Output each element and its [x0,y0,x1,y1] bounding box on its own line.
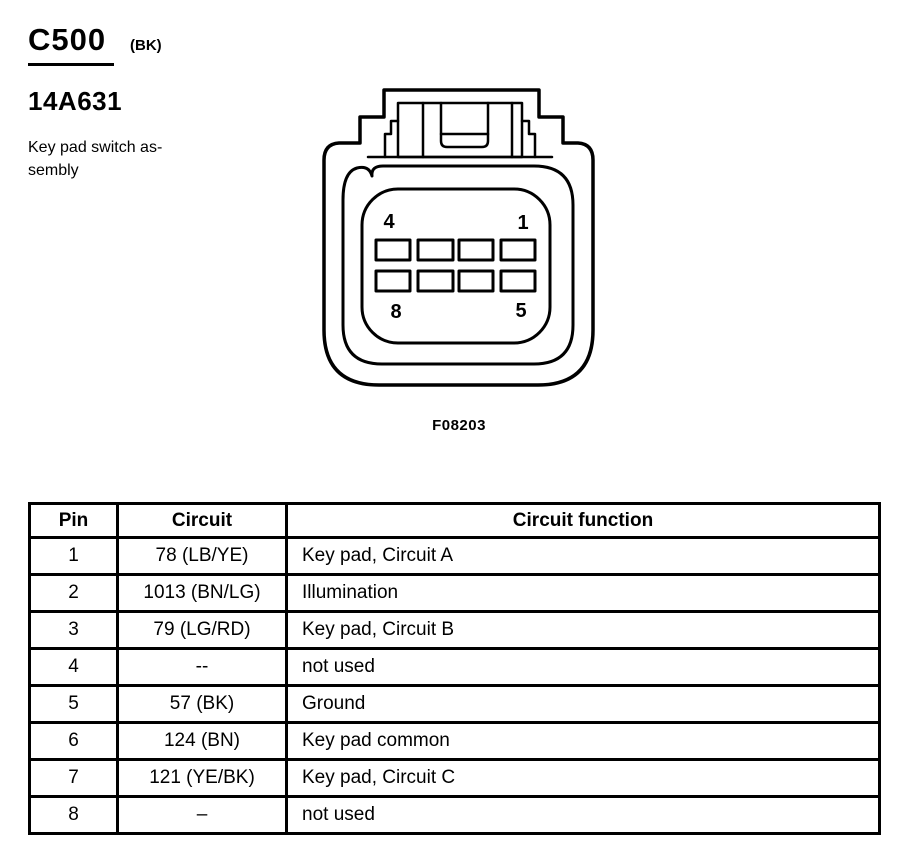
table-row [30,686,880,723]
table-row [30,575,880,612]
pin-number-label-top-right: 1 [517,212,529,234]
pin-number-label-bottom-right: 5 [515,300,527,322]
table-row [30,538,880,575]
pin-cell: 1 [30,538,118,575]
pinout-table [28,502,881,835]
latch-step-left [385,121,398,157]
connector-face-diagram [318,86,600,388]
table-header-row [30,504,880,538]
pin-cavity-6 [459,271,493,291]
pin-cell: 6 [30,723,118,760]
latch-step-right [522,121,535,157]
column-header-pin: Pin [30,504,118,538]
pin-cell: 5 [30,686,118,723]
function-cell: Ground [287,686,880,723]
figure-label: F08203 [432,417,486,434]
description-line-2: sembly [28,162,79,179]
circuit-cell: 79 (LG/RD) [118,612,287,649]
pin-cell: 4 [30,649,118,686]
function-cell: not used [287,649,880,686]
latch-center-slot [441,103,488,147]
connector-color-code: (BK) [130,37,162,54]
pin-cavity-2 [459,240,493,260]
pin-cell: 2 [30,575,118,612]
pin-number-label-bottom-left: 8 [390,301,402,323]
circuit-cell: 78 (LB/YE) [118,538,287,575]
pin-cavity-8 [376,271,410,291]
pin-cavity-5 [501,271,535,291]
function-cell: Illumination [287,575,880,612]
part-number: 14A631 [28,86,123,116]
pin-number-label-top-left: 4 [383,211,395,233]
function-cell: Key pad, Circuit A [287,538,880,575]
column-header-circuit: Circuit [118,504,287,538]
circuit-cell: 1013 (BN/LG) [118,575,287,612]
latch-detail [368,103,552,157]
pin-cavity-7 [418,271,453,291]
connector-description [28,136,162,182]
circuit-cell: 124 (BN) [118,723,287,760]
latch-body [398,103,522,157]
function-cell: not used [287,797,880,834]
circuit-cell: 121 (YE/BK) [118,760,287,797]
circuit-cell: -- [118,649,287,686]
circuit-cell: 57 (BK) [118,686,287,723]
table-row [30,723,880,760]
pin-cavity-1 [501,240,535,260]
connector-id: C500 [28,22,114,66]
function-cell: Key pad common [287,723,880,760]
table-row [30,649,880,686]
pin-cavity-grid [376,240,535,291]
function-cell: Key pad, Circuit B [287,612,880,649]
table-row [30,760,880,797]
pin-cavity-3 [418,240,453,260]
description-line-1: Key pad switch as- [28,139,163,156]
pin-cell: 8 [30,797,118,834]
pin-cavity-4 [376,240,410,260]
circuit-cell: – [118,797,287,834]
pin-cell: 3 [30,612,118,649]
table-row [30,612,880,649]
column-header-circuit-function: Circuit function [287,504,880,538]
function-cell: Key pad, Circuit C [287,760,880,797]
table-row [30,797,880,834]
pin-cell: 7 [30,760,118,797]
